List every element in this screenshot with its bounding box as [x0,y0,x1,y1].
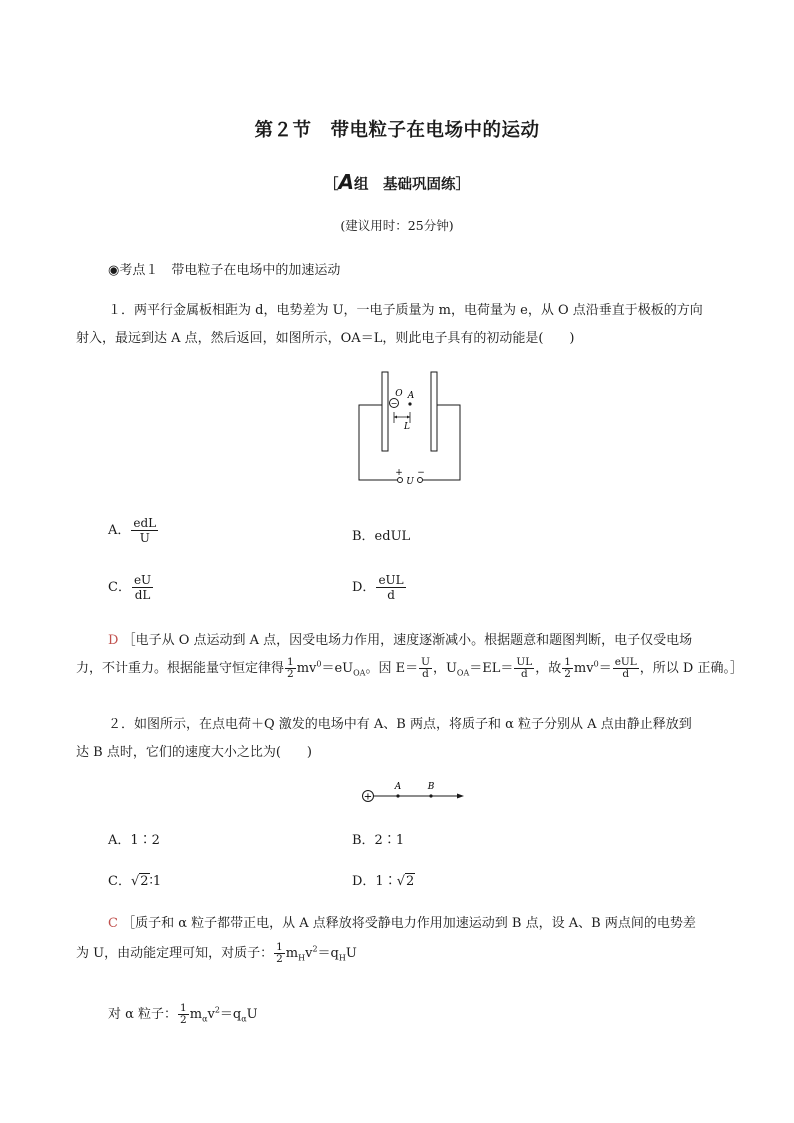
page-title: 第２节 带电粒子在电场中的运动 [254,120,540,141]
q2-option-a: A．1∶2 [108,833,160,848]
q1-capacitor-figure [350,365,470,487]
q1-solution-line2: 力，不计重力。根据能量守恒定律得 $\frac{1}{2}$ $mv^0=eU_{OA}$。因 E＝ $\frac{U}{d}$ ，$U_{OA}=EL=$ $\frac{UL}{d}$ ，故 $\frac{1}{2}$ $mv^0=$ $\frac{\text{eUL}}{d}$ ，所以 D 正确。］ [76,656,743,680]
right-wire [423,405,460,480]
q2-option-b: B．2∶1 [352,833,405,848]
label-B: B [427,782,435,792]
group-letter: A [338,170,354,194]
label-L: L [404,422,410,432]
label-A: A [394,782,402,792]
q1-option-d: D． $\frac{\text{eUL}}{d}$ [352,573,404,602]
q2-answer-letter: C [108,916,118,931]
minus-sign: − [417,468,425,478]
point-B [429,794,432,797]
q2-option-d: D．1∶√2 [352,874,415,889]
charge-sign: + [363,791,373,803]
q1-solution-line1: D ［电子从 O 点运动到 A 点，因受电场力作用，速度逐渐减小。根据题意和题图判断，电子仅受电场 [108,633,693,648]
group-label: 组 基础巩固练 [353,177,456,193]
q2-text-line2: 达 B 点时，它们的速度大小之比为( ) [76,745,312,760]
label-U: U [406,477,414,487]
group-bracket-left: ［ [324,177,339,193]
q2-solution-line2: 为 U，由动能定理可知，对质子： $\frac{1}{2}$ $m_Hv^2=q_HU$ [76,941,357,965]
plus-sign: + [395,468,403,478]
terminal-left [398,478,403,483]
electron-sign: − [390,399,398,408]
label-A: A [407,391,415,401]
terminal-right [418,478,423,483]
q1-option-a: A． $\frac{\text{edL}}{U}$ [108,516,157,545]
q1-option-c: C． $\frac{eU}{dL}$ [108,573,152,602]
q1-answer-letter: D [108,633,119,648]
arrow-right-icon [457,794,464,799]
section-label: ◉考点１ 带电粒子在电场中的加速运动 [108,263,341,278]
group-heading [0,170,794,194]
left-plate [382,372,388,451]
q2-field-line-figure [356,778,468,806]
point-A [408,402,411,405]
q1-text-line1: １．两平行金属板相距为 d，电势差为 U，一电子质量为 m，电荷量为 e，从 O 点沿垂直于极板的方向 [108,303,703,318]
q2-solution-line1: C ［质子和 α 粒子都带正电，从 A 点释放将受静电力作用加速运动到 B 点，设 A、B 两点间的电势差 [108,916,696,931]
q1-option-b: B．edUL [352,529,411,544]
q2-solution-line3: 对 α 粒子： $\frac{1}{2}$ $m_\alpha v^2=q_\alpha U$ [108,1002,258,1026]
left-wire [359,405,397,480]
label-O: O [395,389,403,399]
q1-text-line2: 射入，最远到达 A 点，然后返回，如图所示，OA＝L，则此电子具有的初动能是( ) [76,331,575,346]
group-bracket-right: ］ [455,177,470,193]
time-hint: (建议用时：25分钟) [340,218,454,233]
q2-text-line1: ２．如图所示，在点电荷＋Q 激发的电场中有 A、B 两点，将质子和 α 粒子分别从 A 点由静止释放到 [108,717,692,732]
q2-option-c: C．√2∶1 [108,874,162,889]
right-plate [431,372,437,451]
point-A [396,794,399,797]
